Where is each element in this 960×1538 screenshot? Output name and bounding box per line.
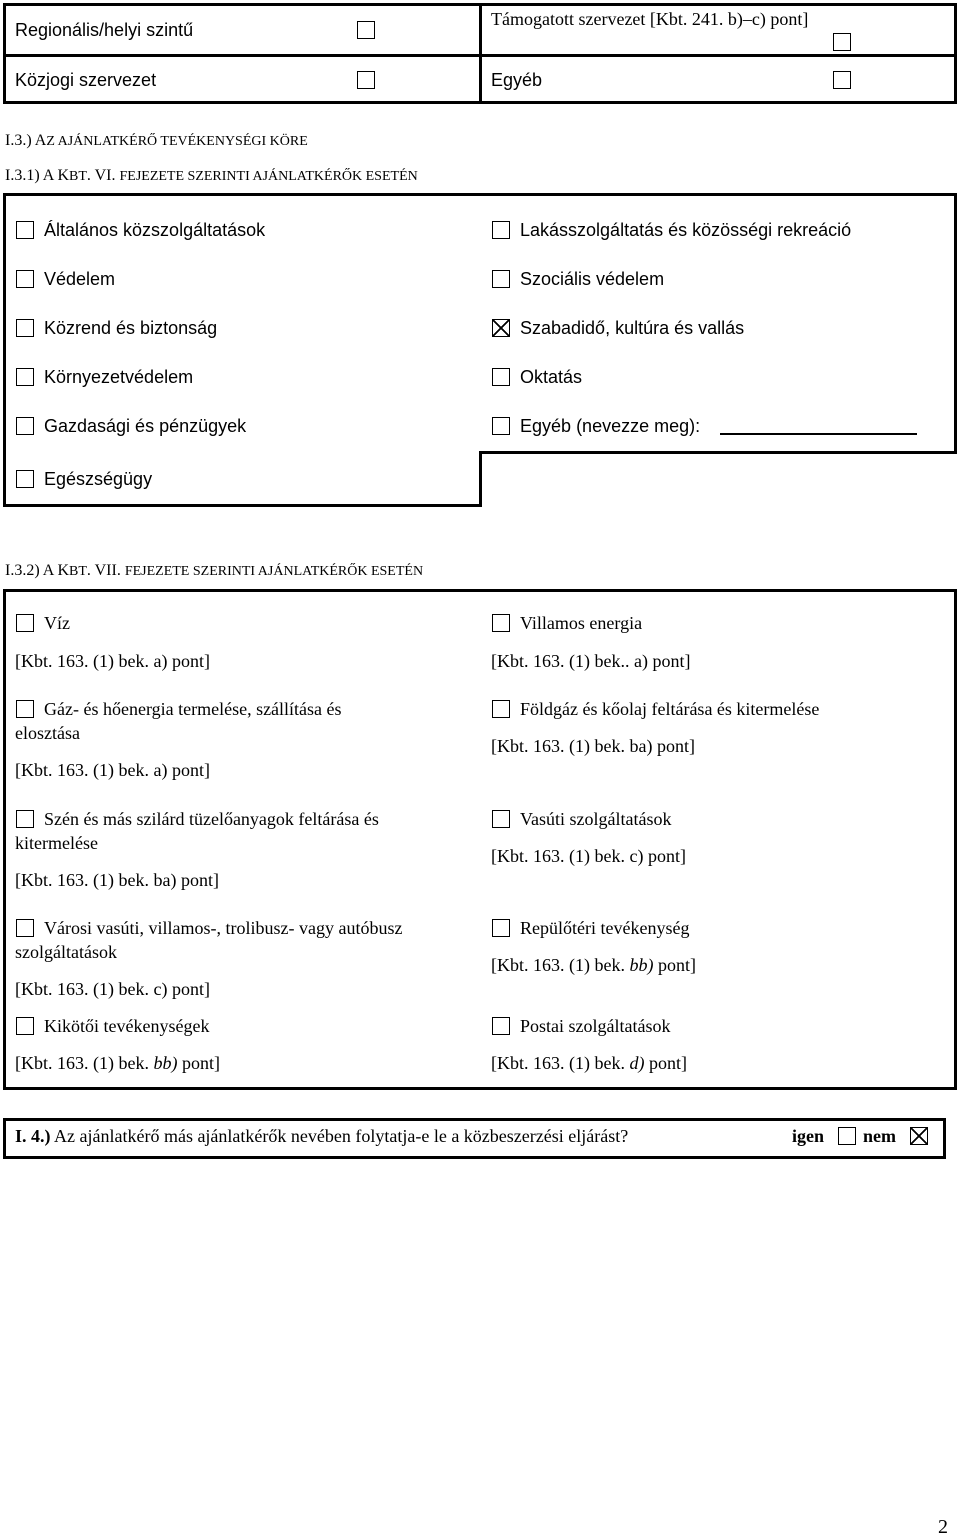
- regional-label: Regionális/helyi szintű: [15, 20, 194, 40]
- activity-label: Oktatás: [520, 367, 583, 387]
- utility-label: Repülőtéri tevékenység: [520, 918, 690, 938]
- utility-checkbox[interactable]: [492, 919, 510, 937]
- yes-label: igen: [792, 1126, 825, 1146]
- activities-frame: [3, 504, 482, 507]
- activity-checkbox[interactable]: [16, 319, 34, 337]
- other-activity-label: Egyéb: [520, 416, 572, 436]
- utility-ref: [Kbt. 163. (1) bek. ba) pont]: [491, 736, 695, 756]
- utility-label: Víz: [44, 613, 70, 633]
- utility-label: Villamos energia: [520, 613, 643, 633]
- utility-checkbox[interactable]: [16, 700, 34, 718]
- utility-checkbox[interactable]: [16, 614, 34, 632]
- utility-ref: [Kbt. 163. (1) bek. c) pont]: [15, 979, 210, 999]
- no-checkbox-checked[interactable]: [910, 1127, 928, 1145]
- activities-frame: [3, 193, 6, 507]
- utility-checkbox[interactable]: [16, 810, 34, 828]
- supported-checkbox[interactable]: [833, 33, 851, 51]
- section-heading-i3: I.3.) AZ AJÁNLATKÉRŐ TEVÉKENYSÉGI KÖRE: [5, 132, 308, 149]
- page-number: 2: [938, 1516, 948, 1538]
- section-i4-question: I. 4.) Az ajánlatkérő más ajánlatkérők nevében folytatja-e le a közbeszerzési eljárást?: [15, 1126, 629, 1146]
- utility-label-cont: kitermelése: [15, 833, 98, 853]
- activity-checkbox[interactable]: [16, 417, 34, 435]
- activities-frame: [954, 193, 957, 454]
- activity-label: Lakásszolgáltatás és közösségi rekreáció: [520, 220, 852, 240]
- activity-label: Szabadidő, kultúra és vallás: [520, 318, 745, 338]
- activity-label: Védelem: [44, 269, 116, 289]
- activity-checkbox[interactable]: [16, 270, 34, 288]
- utility-ref: [Kbt. 163. (1) bek. a) pont]: [15, 651, 210, 671]
- other-specify-field[interactable]: [720, 433, 917, 435]
- activity-checkbox[interactable]: [492, 368, 510, 386]
- activity-label: Szociális védelem: [520, 269, 665, 289]
- yes-checkbox[interactable]: [838, 1127, 856, 1145]
- activity-label: Általános közszolgáltatások: [44, 220, 266, 240]
- activity-label: Környezetvédelem: [44, 367, 194, 387]
- utility-ref: [Kbt. 163. (1) bek. a) pont]: [15, 760, 210, 780]
- utility-label: Szén és más szilárd tüzelőanyagok feltárása és: [44, 809, 379, 829]
- utility-checkbox[interactable]: [492, 1017, 510, 1035]
- utility-checkbox[interactable]: [16, 1017, 34, 1035]
- regional-checkbox[interactable]: [357, 21, 375, 39]
- utility-checkbox[interactable]: [492, 614, 510, 632]
- activity-label: Egészségügy: [44, 469, 153, 489]
- activity-checkbox-checked[interactable]: [492, 319, 510, 337]
- utility-label: Postai szolgáltatások: [520, 1016, 671, 1036]
- utility-label-cont: szolgáltatások: [15, 942, 117, 962]
- table-divider: [479, 3, 482, 104]
- activity-checkbox[interactable]: [16, 470, 34, 488]
- utility-label: Gáz- és hőenergia termelése, szállítása és: [44, 699, 342, 719]
- activity-checkbox[interactable]: [492, 221, 510, 239]
- no-label: nem: [863, 1126, 896, 1146]
- utility-label: Földgáz és kőolaj feltárása és kitermelése: [520, 699, 820, 719]
- utility-ref: [Kbt. 163. (1) bek. d) pont]: [491, 1053, 687, 1073]
- activities-frame: [479, 451, 482, 507]
- utility-checkbox[interactable]: [492, 810, 510, 828]
- other-org-label: Egyéb: [491, 70, 543, 90]
- utility-label: Vasúti szolgáltatások: [520, 809, 672, 829]
- utility-ref: [Kbt. 163. (1) bek. bb) pont]: [15, 1053, 220, 1073]
- public-law-label: Közjogi szervezet: [15, 70, 157, 90]
- utility-ref: [Kbt. 163. (1) bek. bb) pont]: [491, 955, 696, 975]
- other-org-checkbox[interactable]: [833, 71, 851, 89]
- public-law-checkbox[interactable]: [357, 71, 375, 89]
- activity-label: Közrend és biztonság: [44, 318, 218, 338]
- activity-checkbox[interactable]: [16, 221, 34, 239]
- section-heading-i31: I.3.1) A KBT. VI. FEJEZETE SZERINTI AJÁNLATKÉRŐK ESETÉN: [5, 167, 418, 184]
- activity-label: [520, 415, 700, 437]
- section-i4-number: I. 4.): [15, 1126, 51, 1146]
- activities-frame: [3, 193, 957, 196]
- utility-ref: [Kbt. 163. (1) bek. ba) pont]: [15, 870, 219, 890]
- activity-label: Gazdasági és pénzügyek: [44, 416, 247, 436]
- other-specify-label: (nevezze meg):: [576, 416, 701, 436]
- activity-checkbox[interactable]: [16, 368, 34, 386]
- activity-checkbox[interactable]: [492, 270, 510, 288]
- utility-label: Kikötői tevékenységek: [44, 1016, 210, 1036]
- utility-ref: [Kbt. 163. (1) bek.. a) pont]: [491, 651, 691, 671]
- section-heading-i32: I.3.2) A KBT. VII. FEJEZETE SZERINTI AJÁNLATKÉRŐK ESETÉN: [5, 562, 424, 579]
- activity-checkbox[interactable]: [492, 417, 510, 435]
- utility-checkbox[interactable]: [492, 700, 510, 718]
- utility-label-cont: elosztása: [15, 723, 80, 743]
- activities-frame: [479, 451, 957, 454]
- utility-label: Városi vasúti, villamos-, trolibusz- vagy autóbusz: [44, 918, 403, 938]
- utility-checkbox[interactable]: [16, 919, 34, 937]
- utility-ref: [Kbt. 163. (1) bek. c) pont]: [491, 846, 686, 866]
- supported-label: Támogatott szervezet [Kbt. 241. b)–c) pont]: [491, 9, 809, 29]
